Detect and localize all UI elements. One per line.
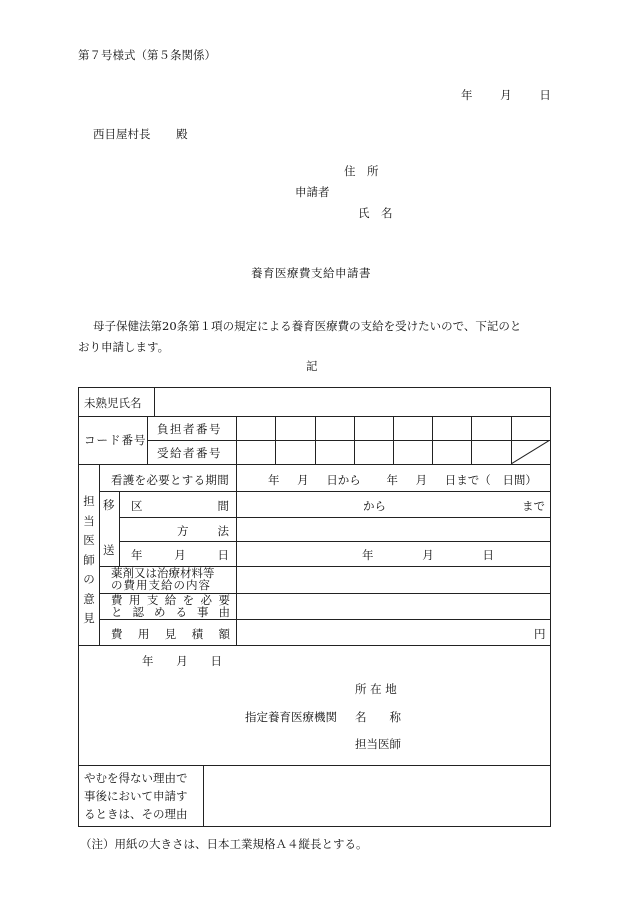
- diagonal-slash: [511, 440, 550, 464]
- body-text-line1: 母子保健法第20条第１項の規定による養育医療費の支給を受けたいので、下記のと: [93, 319, 522, 333]
- transfer-date-value-char: 日: [482, 548, 494, 562]
- care-days: 日間）: [502, 473, 537, 487]
- doctor-opinion-char: 見: [83, 611, 95, 625]
- section-label: [131, 498, 229, 514]
- reason-label-char: 事: [197, 605, 209, 619]
- applicant-address-label: 住 所: [344, 164, 379, 178]
- addressee-honorific: 殿: [176, 127, 188, 141]
- institution-date-char: 日: [210, 654, 222, 668]
- transfer-date-label: [131, 547, 229, 563]
- care-from-year: 年: [268, 473, 280, 487]
- estimate-label: [111, 626, 230, 642]
- doctor-opinion-char: 医: [83, 533, 95, 547]
- doctor-opinion-char: 意: [83, 591, 95, 606]
- reason-label-char: 由: [218, 605, 230, 619]
- applicant-name-label: 氏 名: [358, 206, 393, 220]
- footnote: （注）用紙の大きさは、日本工業規格Ａ４縦長とする。: [80, 837, 368, 851]
- institution-name-label: 名 称: [355, 710, 401, 724]
- doctor-opinion-char: 師: [83, 552, 95, 567]
- reason-label-char: を: [182, 593, 195, 607]
- method-label-char: 方: [177, 524, 189, 538]
- col-line: [119, 491, 120, 566]
- reason-label-char: 用: [128, 593, 141, 607]
- estimate-unit: 円: [534, 627, 546, 641]
- estimate-label-char: 見: [164, 627, 177, 641]
- form-number: 第７号様式（第５条関係）: [78, 48, 216, 62]
- transfer-date-label-char: 年: [131, 548, 143, 562]
- section-to: まで: [522, 499, 545, 513]
- date-year: 年: [461, 88, 473, 102]
- care-from-day: 日から: [326, 473, 361, 487]
- reason-label-char: 給: [164, 593, 177, 607]
- reason-label-line1: [111, 594, 230, 606]
- late-reason-line3: るときは、その理由: [84, 807, 188, 821]
- burden-number-label: 負担者番号: [157, 422, 222, 436]
- method-label: [177, 523, 229, 539]
- row-line: [99, 619, 550, 620]
- transfer-date-value: [362, 547, 494, 563]
- transfer-char-2: 送: [103, 543, 115, 557]
- col-line: [354, 416, 355, 464]
- row-line: [119, 541, 550, 542]
- body-text-line2: おり申請します。: [78, 340, 170, 354]
- transfer-char-1: 移: [103, 498, 115, 512]
- date-line: [461, 87, 551, 103]
- doctor-opinion-label: [79, 492, 99, 629]
- drug-label-line1: 薬剤又は治療材料等: [111, 566, 215, 580]
- col-line: [147, 416, 148, 464]
- care-to-day: 日まで（: [444, 473, 491, 487]
- section-label-char: 区: [131, 499, 143, 513]
- infant-name-label: 未熟児氏名: [84, 396, 142, 410]
- reason-label-char: 費: [111, 593, 123, 607]
- reason-label-char: め: [154, 605, 166, 619]
- care-to-year: 年: [386, 473, 398, 487]
- doctor-opinion-char: 担: [83, 494, 95, 508]
- applicant-role-label: 申請者: [295, 185, 330, 199]
- estimate-label-char: 額: [218, 627, 230, 641]
- date-day: 日: [539, 88, 551, 102]
- doctor-opinion-char: の: [83, 572, 95, 586]
- doctor-opinion-char: 当: [83, 513, 95, 528]
- row-line: [99, 491, 550, 492]
- estimate-label-char: 積: [191, 627, 204, 641]
- reason-label-char: 必: [200, 593, 213, 607]
- care-to-month: 月: [415, 473, 428, 487]
- row-line: [119, 517, 550, 518]
- col-line: [471, 416, 472, 464]
- care-period-label: 看護を必要とする期間: [111, 473, 229, 487]
- method-label-char: 法: [217, 524, 229, 538]
- institution-date: [142, 653, 222, 669]
- col-line: [315, 416, 316, 464]
- institution-date-char: 年: [142, 654, 154, 668]
- row-line: [147, 440, 550, 441]
- application-form-table: [78, 387, 551, 827]
- code-label: コード番号: [84, 433, 147, 447]
- late-reason-line2: 事後において申請す: [84, 789, 188, 803]
- transfer-date-label-char: 日: [217, 548, 229, 562]
- section-label-char: 間: [217, 499, 229, 513]
- drug-label-line2: の費用支給の内容: [111, 578, 211, 592]
- page-title: 養育医療費支給申請書: [251, 266, 371, 280]
- institution-date-char: 月: [176, 654, 188, 668]
- reason-label-char: と: [111, 605, 123, 619]
- reason-label-char: 認: [132, 605, 144, 619]
- row-line: [79, 464, 550, 465]
- section-from: から: [363, 499, 386, 513]
- transfer-date-value-char: 年: [362, 548, 374, 562]
- date-month: 月: [500, 88, 512, 102]
- institution-designation-label: 指定養育医療機関: [245, 710, 337, 724]
- institution-doctor-label: 担当医師: [355, 737, 401, 751]
- addressee: [93, 126, 188, 142]
- transfer-date-label-char: 月: [174, 548, 186, 562]
- col-line: [236, 416, 237, 645]
- estimate-label-char: 費: [111, 627, 123, 641]
- reason-label-char: る: [175, 605, 187, 619]
- care-period-value: [268, 472, 537, 488]
- reason-label-char: 要: [218, 593, 230, 607]
- col-line: [432, 416, 433, 464]
- col-line: [393, 416, 394, 464]
- addressee-name: 西目屋村長: [93, 127, 151, 141]
- transfer-date-value-char: 月: [422, 548, 434, 562]
- recipient-number-label: 受給者番号: [157, 446, 222, 460]
- col-line: [275, 416, 276, 464]
- reason-label-char: 支: [146, 593, 159, 607]
- col-line: [99, 464, 100, 645]
- estimate-label-char: 用: [137, 627, 150, 641]
- row-line: [79, 645, 550, 646]
- ki-marker: 記: [306, 359, 318, 373]
- institution-location-label: 所 在 地: [355, 682, 397, 696]
- row-line: [79, 765, 550, 766]
- care-from-month: 月: [297, 473, 309, 487]
- col-line: [203, 765, 204, 826]
- col-line: [154, 388, 155, 416]
- late-reason-line1: やむを得ない理由で: [84, 771, 188, 785]
- reason-label-line2: [111, 606, 230, 618]
